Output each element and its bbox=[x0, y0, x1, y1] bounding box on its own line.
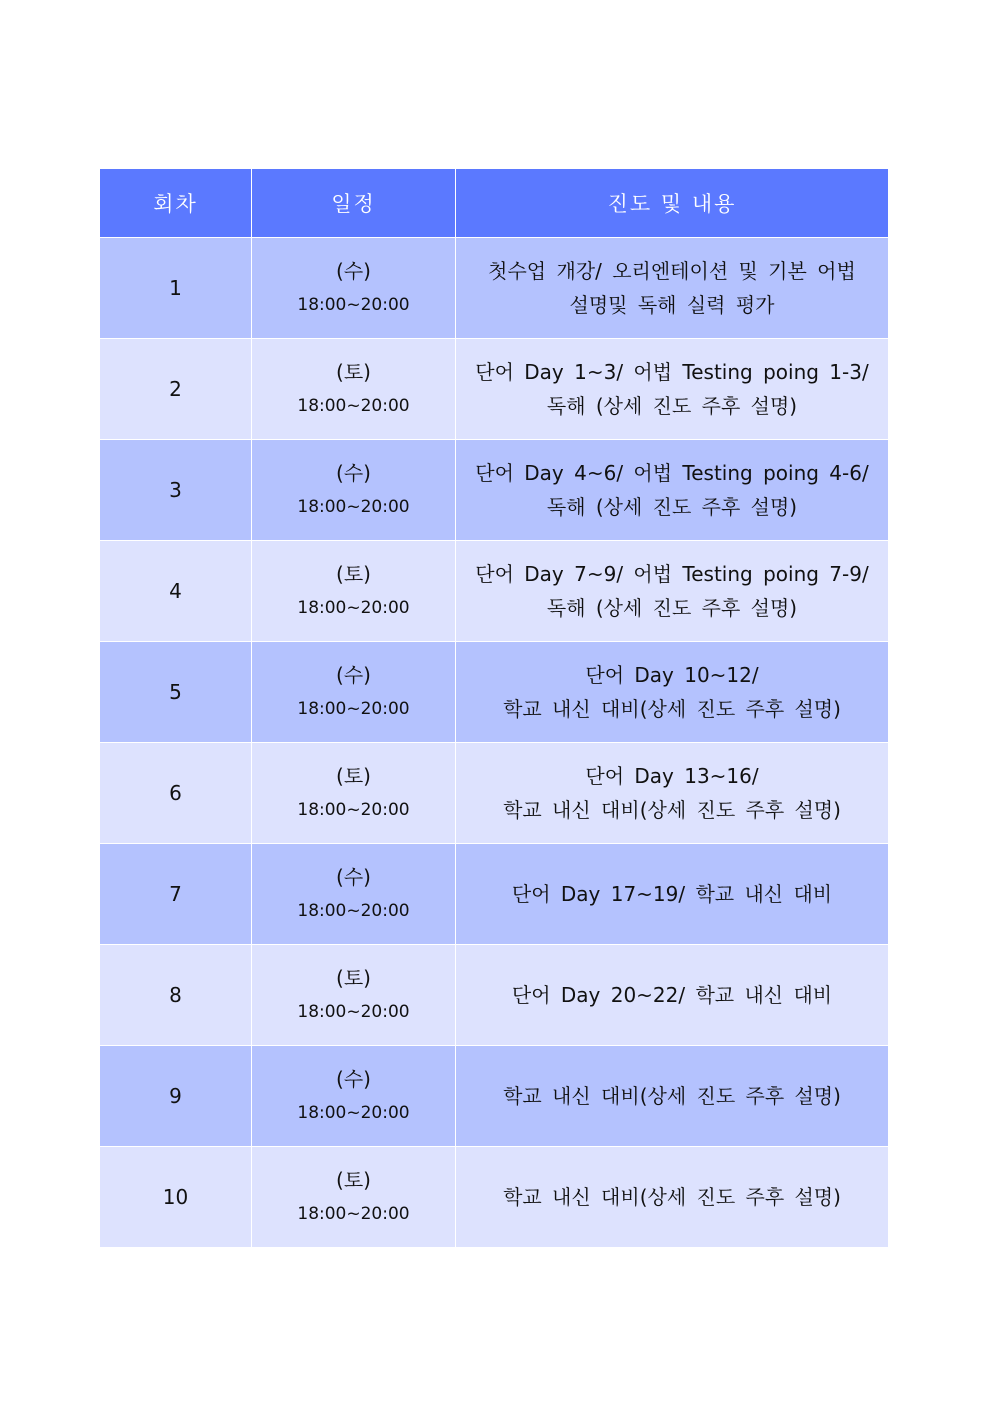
session-number: 1 bbox=[100, 238, 252, 339]
content-cell bbox=[456, 844, 889, 945]
schedule-day: (토) bbox=[336, 360, 371, 384]
header-session: 회차 bbox=[100, 169, 252, 238]
session-number: 8 bbox=[100, 945, 252, 1046]
schedule-time: 18:00~20:00 bbox=[297, 497, 410, 517]
table-row bbox=[100, 339, 889, 440]
content-line: 독해 (상세 진도 주후 설명) bbox=[546, 394, 798, 418]
content-cell bbox=[456, 945, 889, 1046]
content-cell bbox=[456, 541, 889, 642]
session-number: 6 bbox=[100, 743, 252, 844]
content-cell bbox=[456, 1046, 889, 1147]
schedule-time: 18:00~20:00 bbox=[297, 1002, 410, 1022]
session-number: 3 bbox=[100, 440, 252, 541]
session-number: 9 bbox=[100, 1046, 252, 1147]
session-number: 7 bbox=[100, 844, 252, 945]
schedule-day: (수) bbox=[336, 663, 371, 687]
session-number: 2 bbox=[100, 339, 252, 440]
session-number: 5 bbox=[100, 642, 252, 743]
table-row bbox=[100, 1147, 889, 1248]
schedule-day: (토) bbox=[336, 1168, 371, 1192]
schedule-time: 18:00~20:00 bbox=[297, 800, 410, 820]
schedule-time: 18:00~20:00 bbox=[297, 699, 410, 719]
content-cell bbox=[456, 1147, 889, 1248]
schedule-day: (토) bbox=[336, 562, 371, 586]
content-line: 독해 (상세 진도 주후 설명) bbox=[546, 495, 798, 519]
schedule-cell bbox=[252, 945, 456, 1046]
content-line: 단어 Day 1~3/ 어법 Testing poing 1-3/ bbox=[475, 360, 869, 384]
content-line: 단어 Day 4~6/ 어법 Testing poing 4-6/ bbox=[475, 461, 869, 485]
content-line: 학교 내신 대비(상세 진도 주후 설명) bbox=[503, 1185, 841, 1209]
content-line: 단어 Day 17~19/ 학교 내신 대비 bbox=[511, 882, 833, 906]
header-schedule: 일정 bbox=[252, 169, 456, 238]
schedule-day: (수) bbox=[336, 259, 371, 283]
table-body bbox=[100, 238, 889, 1248]
content-cell bbox=[456, 238, 889, 339]
table-row bbox=[100, 743, 889, 844]
schedule-day: (토) bbox=[336, 966, 371, 990]
schedule-time: 18:00~20:00 bbox=[297, 396, 410, 416]
schedule-day: (수) bbox=[336, 461, 371, 485]
session-number: 10 bbox=[100, 1147, 252, 1248]
content-line: 단어 Day 20~22/ 학교 내신 대비 bbox=[511, 983, 833, 1007]
content-line: 단어 Day 13~16/ bbox=[585, 764, 759, 788]
content-line: 독해 (상세 진도 주후 설명) bbox=[546, 596, 798, 620]
content-line: 학교 내신 대비(상세 진도 주후 설명) bbox=[503, 1084, 841, 1108]
table-row bbox=[100, 541, 889, 642]
schedule-cell bbox=[252, 1046, 456, 1147]
table-row bbox=[100, 945, 889, 1046]
content-cell bbox=[456, 339, 889, 440]
schedule-table bbox=[99, 168, 889, 1248]
header-content: 진도 및 내용 bbox=[456, 169, 889, 238]
content-line: 학교 내신 대비(상세 진도 주후 설명) bbox=[503, 697, 841, 721]
content-line: 단어 Day 7~9/ 어법 Testing poing 7-9/ bbox=[475, 562, 869, 586]
schedule-time: 18:00~20:00 bbox=[297, 1204, 410, 1224]
schedule-day: (수) bbox=[336, 1067, 371, 1091]
table-row bbox=[100, 642, 889, 743]
schedule-cell bbox=[252, 440, 456, 541]
schedule-cell bbox=[252, 844, 456, 945]
schedule-time: 18:00~20:00 bbox=[297, 295, 410, 315]
schedule-cell bbox=[252, 238, 456, 339]
content-cell bbox=[456, 440, 889, 541]
schedule-time: 18:00~20:00 bbox=[297, 901, 410, 921]
table-row bbox=[100, 238, 889, 339]
schedule-day: (토) bbox=[336, 764, 371, 788]
content-line: 단어 Day 10~12/ bbox=[585, 663, 759, 687]
schedule-cell bbox=[252, 743, 456, 844]
content-line: 첫수업 개강/ 오리엔테이션 및 기본 어법 bbox=[488, 259, 856, 283]
schedule-cell bbox=[252, 541, 456, 642]
header-row bbox=[100, 169, 889, 238]
schedule-cell bbox=[252, 1147, 456, 1248]
table-row bbox=[100, 1046, 889, 1147]
session-number: 4 bbox=[100, 541, 252, 642]
schedule-day: (수) bbox=[336, 865, 371, 889]
schedule-cell bbox=[252, 339, 456, 440]
schedule-time: 18:00~20:00 bbox=[297, 1103, 410, 1123]
table-row bbox=[100, 844, 889, 945]
schedule-time: 18:00~20:00 bbox=[297, 598, 410, 618]
content-line: 학교 내신 대비(상세 진도 주후 설명) bbox=[503, 798, 841, 822]
content-cell bbox=[456, 743, 889, 844]
schedule-cell bbox=[252, 642, 456, 743]
content-cell bbox=[456, 642, 889, 743]
table-row bbox=[100, 440, 889, 541]
table-header bbox=[100, 169, 889, 238]
content-line: 설명및 독해 실력 평가 bbox=[569, 293, 775, 317]
